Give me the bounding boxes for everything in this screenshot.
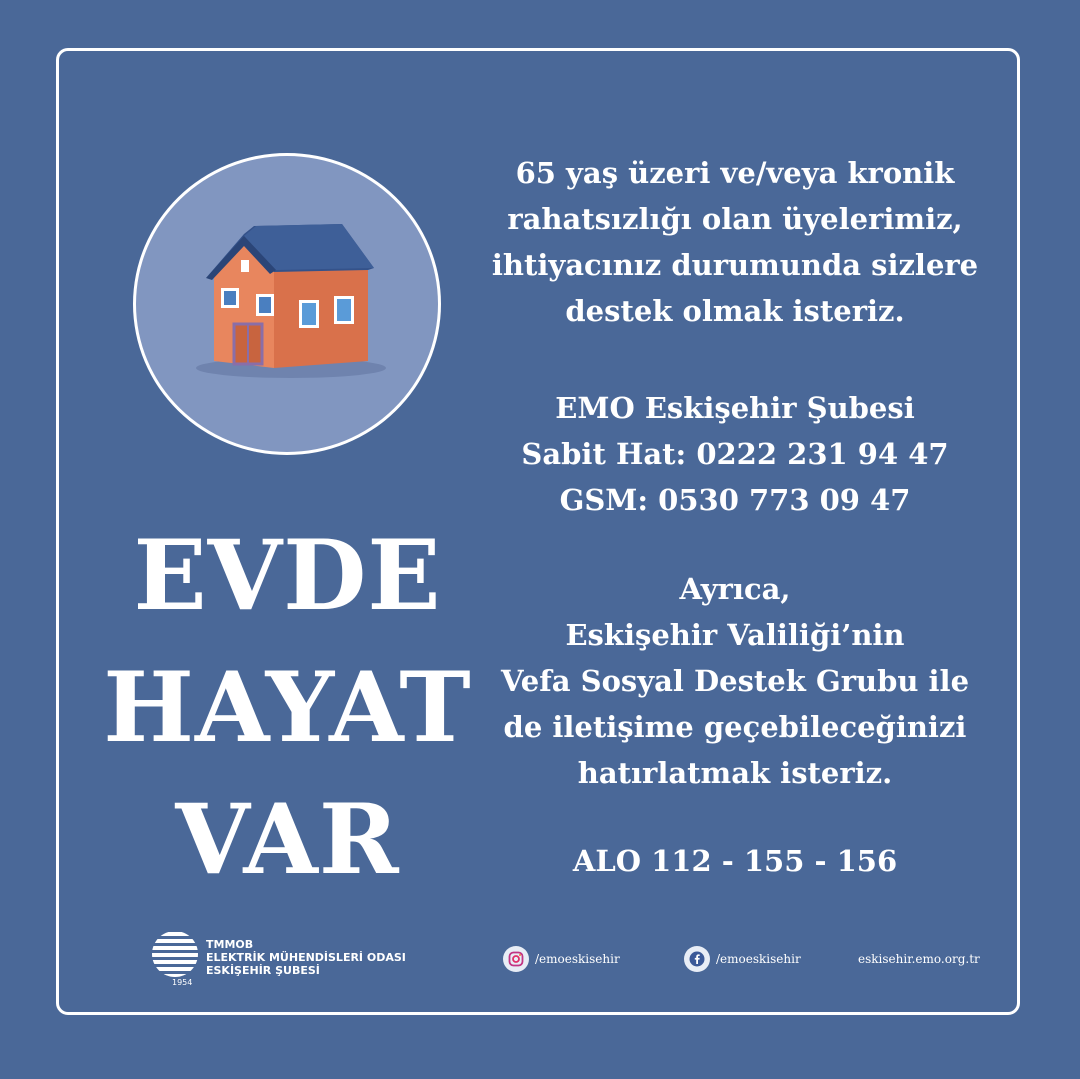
intro-line: ihtiyacınız durumunda sizlere (491, 248, 979, 282)
house-icon (136, 156, 438, 452)
instagram-link[interactable] (503, 945, 620, 973)
logo-year: 1954 (172, 978, 193, 987)
intro-line: 65 yaş üzeri ve/veya kronik (515, 156, 955, 190)
instagram-handle: /emoeskisehir (535, 952, 620, 966)
also-line: de iletişime geçebileceğinizi (503, 710, 967, 744)
also-paragraph (470, 566, 1000, 796)
headline-var: VAR (175, 783, 400, 896)
instagram-icon (503, 946, 529, 972)
facebook-handle: /emoeskisehir (716, 952, 801, 966)
contact-branch: EMO Eskişehir Şubesi (555, 391, 915, 425)
emo-logo-icon (150, 930, 200, 978)
intro-line: rahatsızlığı olan üyelerimiz, (507, 202, 963, 236)
facebook-icon (684, 946, 710, 972)
headline-evde: EVDE (133, 519, 442, 632)
contact-gsm: GSM: 0530 773 09 47 (559, 483, 911, 517)
logo-line: TMMOB (206, 938, 254, 951)
website-url: eskisehir.emo.org.tr (858, 952, 980, 966)
also-line: Vefa Sosyal Destek Grubu ile (500, 664, 970, 698)
intro-line: destek olmak isteriz. (565, 294, 905, 328)
logo-text (206, 938, 406, 977)
also-line: Ayrıca, (679, 572, 791, 606)
also-line: hatırlatmak isteriz. (577, 756, 893, 790)
contact-paragraph (470, 385, 1000, 523)
facebook-link[interactable] (684, 945, 801, 973)
logo-line: ESKİŞEHİR ŞUBESİ (206, 964, 320, 977)
house-illustration-circle (133, 153, 441, 455)
intro-paragraph (470, 150, 1000, 334)
logo-line: ELEKTRİK MÜHENDİSLERİ ODASI (206, 951, 406, 964)
website-link[interactable] (858, 945, 980, 973)
contact-landline: Sabit Hat: 0222 231 94 47 (521, 437, 949, 471)
tmmob-emo-logo (150, 930, 440, 990)
alo-numbers (470, 838, 1000, 884)
alo-line: ALO 112 - 155 - 156 (572, 844, 898, 878)
also-line: Eskişehir Valiliği’nin (565, 618, 905, 652)
headline-hayat: HAYAT (103, 651, 472, 764)
